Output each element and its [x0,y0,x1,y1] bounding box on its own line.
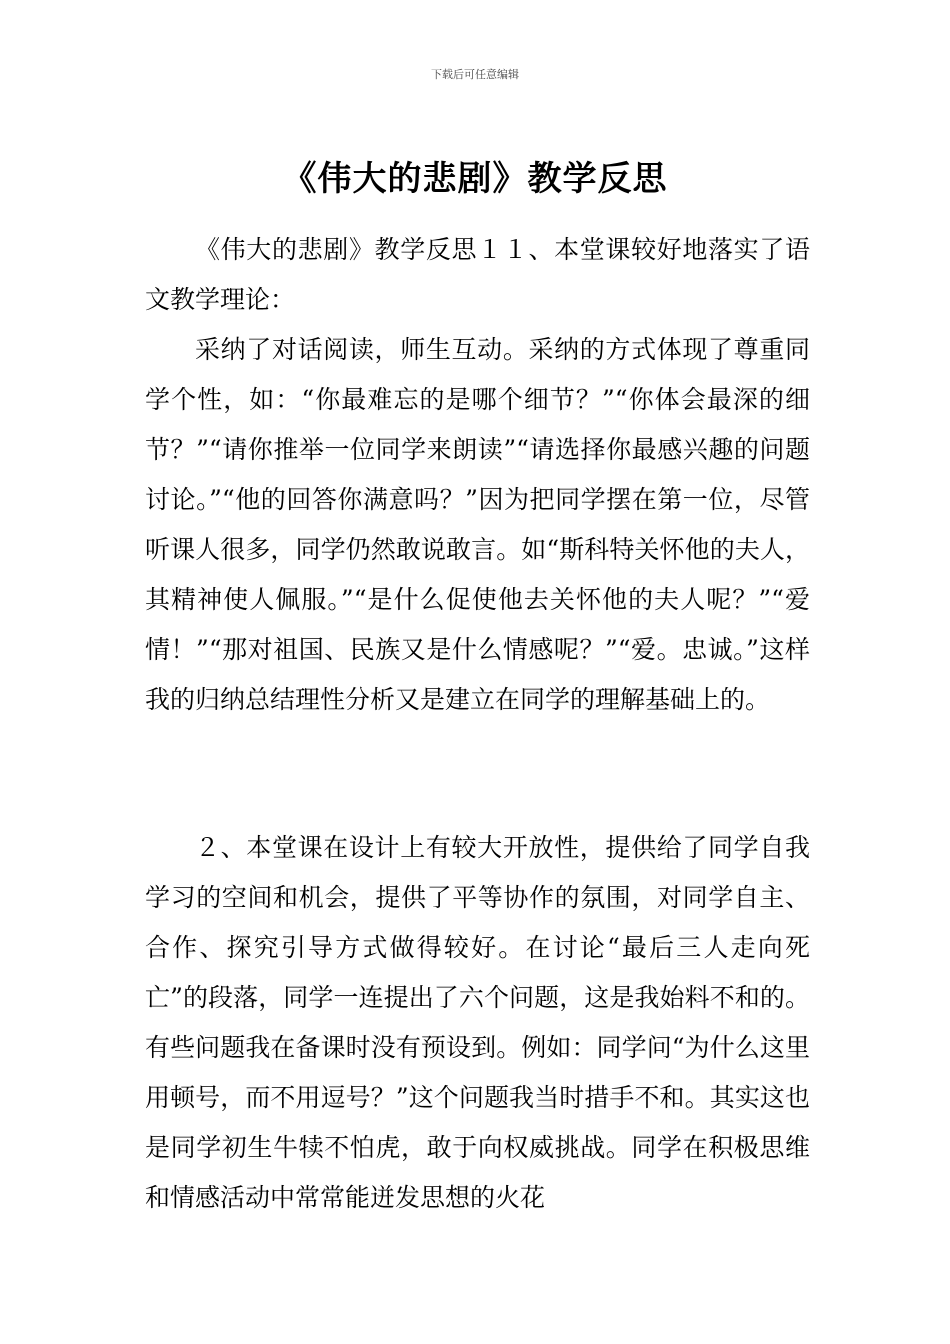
document-title: 《伟大的悲剧》教学反思 [282,158,668,199]
paragraph-3: ２、本堂课在设计上有较大开放性，提供给了同学自我学习的空间和机会，提供了平等协作的氛围，对同学自主、合作、探究引导方式做得较好。在讨论“最后三人走向死亡”的段落，同学一连提出了六个问题，这是我始料不和的。有些问题我在备课时没有预设到。例如：同学问“为什么这里用顿号，而不用逗号？”这个问题我当时措手不和。其实这也是同学初生牛犊不怕虎，敢于向权威挑战。同学在积极思维和情感活动中常常能迸发思想的火花 [145,833,810,1212]
header-note: 下载后可任意编辑 [431,68,519,81]
paragraph-2: 采纳了对话阅读，师生互动。采纳的方式体现了尊重同学个性，如：“你最难忘的是哪个细节？”“你体会最深的细节？”“请你推举一位同学来朗读”“请选择你最感兴趣的问题讨论。”“他的回答你满意吗？”因为把同学摆在第一位，尽管听课人很多，同学仍然敢说敢言。如“斯科特关怀他的夫人，其精神使人佩服。”“是什么促使他去关怀他的夫人呢？”“爱情！”“那对祖国、民族又是什么情感呢？”“爱。忠诚。”这样我的归纳总结理性分析又是建立在同学的理解基础上的。 [145,335,810,714]
paragraph-1: 《伟大的悲剧》教学反思１１、本堂课较好地落实了语文教学理论： [145,235,810,314]
